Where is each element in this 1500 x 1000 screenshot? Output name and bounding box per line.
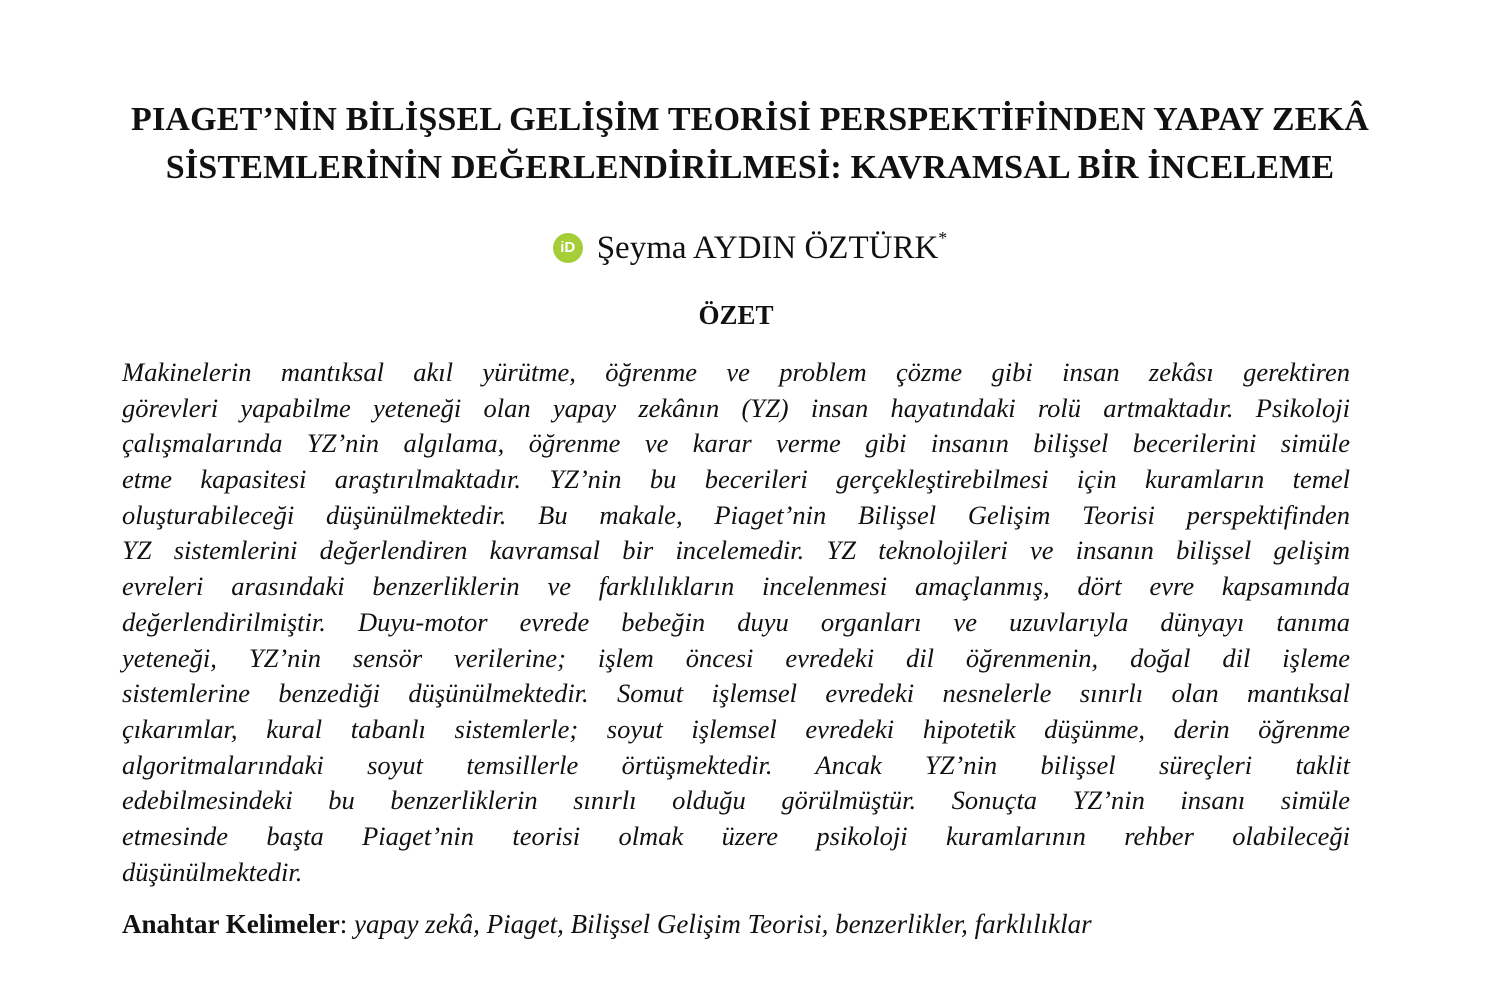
abstract-line: görevleri yapabilme yeteneği olan yapay zekânın (YZ) insan hayatındaki rolü artmaktadır. Psikoloji (122, 392, 1350, 423)
abstract-line: yeteneği, YZ’nin sensör verilerine; işlem öncesi evredeki dil öğrenmenin, doğal dil işleme (122, 642, 1350, 673)
abstract-line: edebilmesindeki bu benzerliklerin sınırlı olduğu görülmüştür. Sonuçta YZ’nin insanı simüle (122, 785, 1350, 816)
keywords-separator: : (339, 909, 348, 939)
abstract-line: Makinelerin mantıksal akıl yürütme, öğrenme ve problem çözme gibi insan zekâsı gerektiren (122, 357, 1350, 387)
author-footnote-mark: * (938, 228, 948, 248)
abstract-line: YZ sistemlerini değerlendiren kavramsal bir incelemedir. YZ teknolojileri ve insanın bilişsel gelişim (122, 535, 1350, 566)
abstract-line: değerlendirilmiştir. Duyu-motor evrede bebeğin duyu organları ve uzuvlarıyla dünyayı tanıma (122, 606, 1350, 637)
orcid-icon[interactable]: iD (553, 233, 583, 263)
title-line: SİSTEMLERİNİN DEĞERLENDİRİLMESİ: KAVRAMSAL BİR İNCELEME (165, 149, 1335, 186)
abstract-line: çalışmalarında YZ’nin algılama, öğrenme ve karar verme gibi insanın bilişsel becerilerini simüle (122, 428, 1350, 459)
abstract-line: oluşturabileceği düşünülmektedir. Bu makale, Piaget’nin Bilişsel Gelişim Teorisi perspektifinden (122, 499, 1350, 530)
paper-title (0, 96, 1500, 192)
author-line (0, 216, 1500, 270)
abstract-heading: ÖZET (698, 300, 774, 330)
abstract-line: algoritmalarındaki soyut temsillerle örtüşmektedir. Ancak YZ’nin bilişsel süreçleri taklit (122, 749, 1350, 780)
author-name: Şeyma AYDIN ÖZTÜRK (596, 230, 939, 266)
title-line: PIAGET’NİN BİLİŞSEL GELİŞİM TEORİSİ PERSPEKTİFİNDEN YAPAY ZEKÂ (130, 101, 1369, 138)
abstract-line: düşünülmektedir. (122, 856, 303, 887)
keywords (122, 906, 1092, 942)
keywords-label: Anahtar Kelimeler (122, 909, 340, 939)
abstract-line: etme kapasitesi araştırılmaktadır. YZ’nin bu becerileri gerçekleştirebilmesi için kuramların temel (122, 464, 1350, 495)
keywords-values: yapay zekâ, Piaget, Bilişsel Gelişim Teorisi, benzerlikler, farklılıklar (347, 909, 1092, 939)
abstract-line: sistemlerine benzediği düşünülmektedir. Somut işlemsel evredeki nesnelerle sınırlı olan mantıksal (122, 678, 1350, 709)
abstract-line: etmesinde başta Piaget’nin teorisi olmak üzere psikoloji kuramlarının rehber olabileceği (122, 820, 1350, 851)
abstract-line: çıkarımlar, kural tabanlı sistemlerle; soyut işlemsel evredeki hipotetik düşünme, derin öğrenme (122, 713, 1350, 744)
abstract-body (122, 355, 1350, 890)
abstract-line: evreleri arasındaki benzerliklerin ve farklılıkların incelenmesi amaçlanmış, dört evre kapsamında (122, 571, 1350, 602)
